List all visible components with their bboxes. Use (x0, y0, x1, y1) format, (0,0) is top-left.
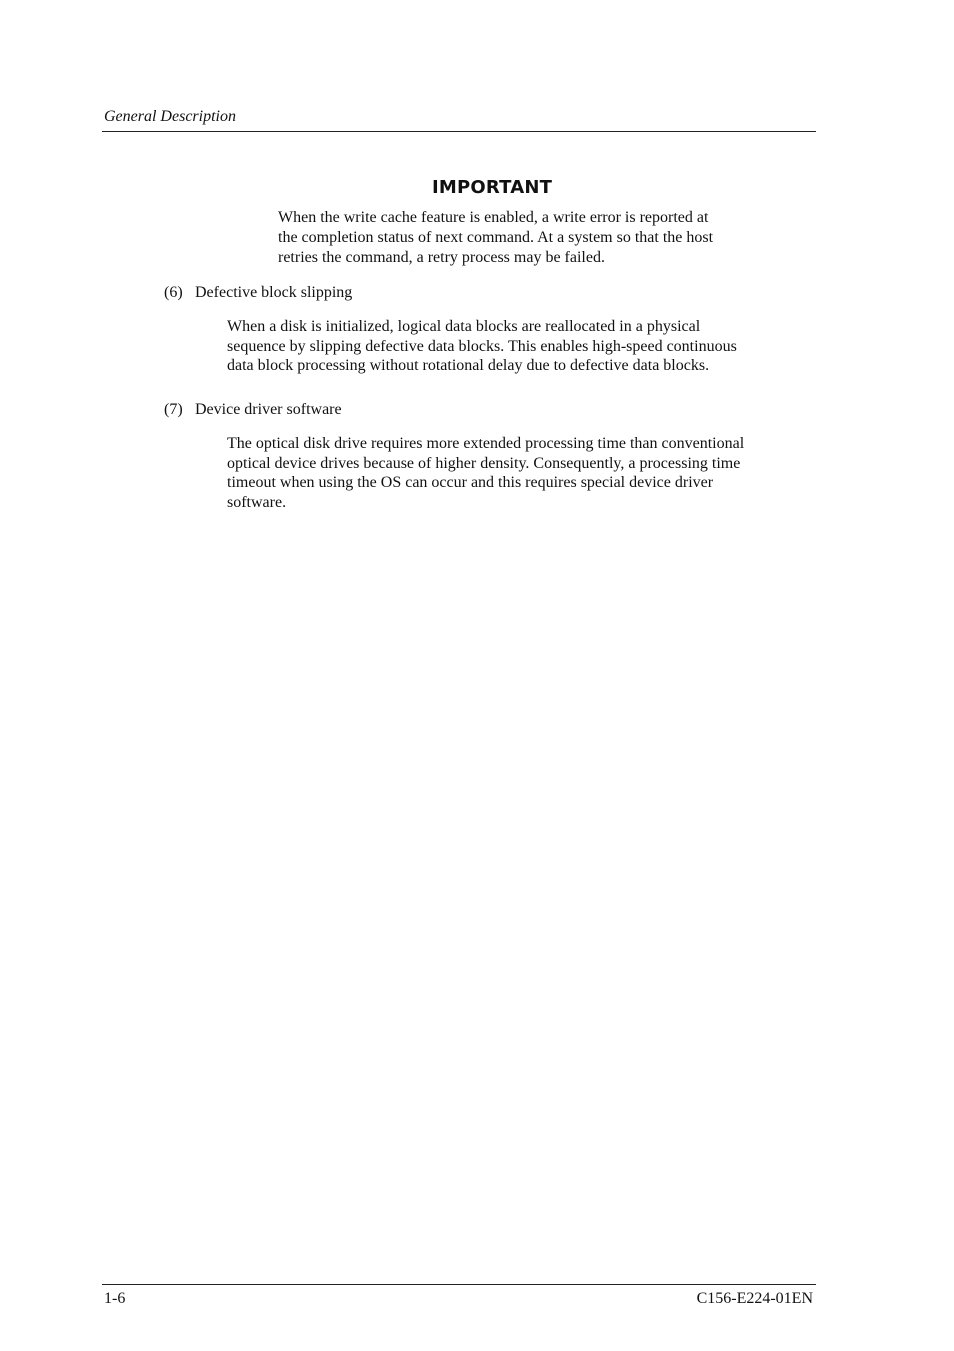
paragraph-line: When a disk is initialized, logical data blocks are reallocated in a physical (227, 318, 701, 335)
paragraph-line: optical device drives because of higher density. Consequently, a processing time (227, 454, 741, 472)
item-title: Device driver software (195, 401, 342, 418)
paragraph-line: sequence by slipping defective data blocks. This enables high-speed continuous (227, 337, 737, 355)
important-line: the completion status of next command. At a system so that the host (278, 229, 714, 246)
item-number: (7) (164, 401, 183, 418)
item-title: Defective block slipping (195, 284, 353, 301)
paragraph-line: software. (227, 494, 287, 512)
important-title: IMPORTANT (432, 177, 553, 198)
page-number: 1-6 (104, 1290, 126, 1307)
item-6-body (227, 317, 807, 376)
item-6-heading (164, 283, 352, 303)
paragraph-line: The optical disk drive requires more extended processing time than conventional (227, 435, 745, 452)
document-code: C156-E224-01EN (696, 1290, 813, 1307)
paragraph-line: timeout when using the OS can occur and this requires special device driver (227, 474, 714, 492)
header-rule (102, 131, 816, 132)
paragraph-line: data block processing without rotational delay due to defective data blocks. (227, 357, 710, 375)
item-7-body (227, 434, 807, 513)
item-7-heading (164, 400, 342, 420)
important-line: retries the command, a retry process may be failed. (278, 249, 605, 266)
important-line: When the write cache feature is enabled, a write error is reported at (278, 209, 709, 226)
running-header: General Description (104, 108, 236, 125)
item-number: (6) (164, 284, 183, 301)
footer-rule (102, 1284, 816, 1285)
important-body (278, 208, 778, 268)
